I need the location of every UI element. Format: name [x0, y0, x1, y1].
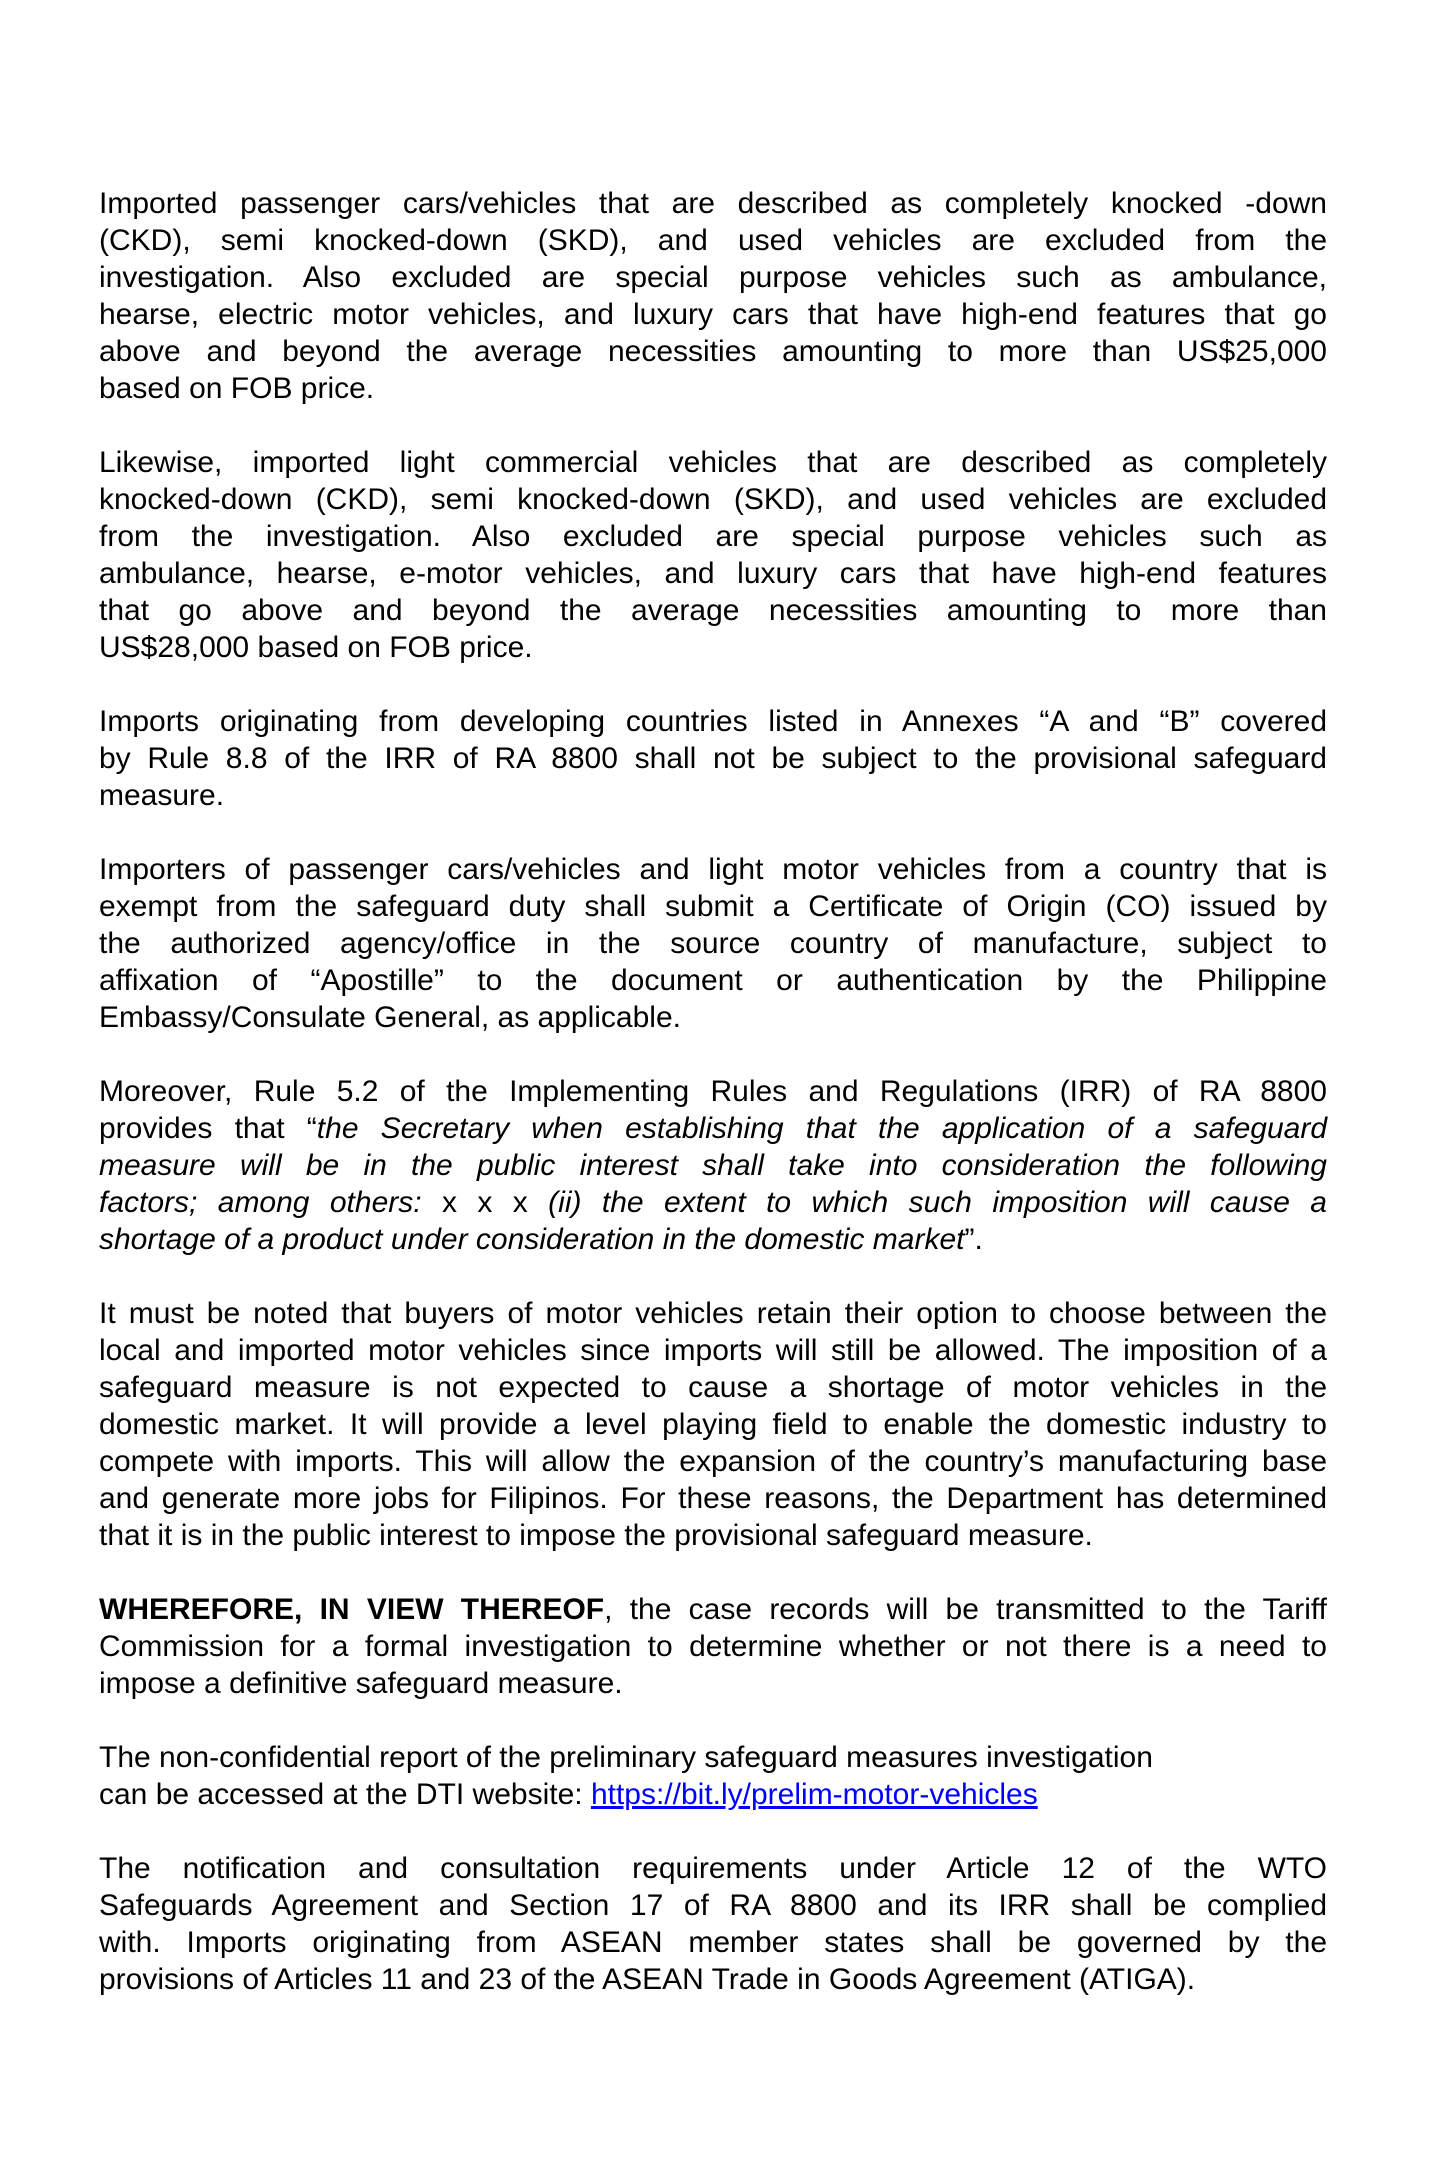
text-line: safeguard measure is not expected to cause a shortage of motor vehicles in the — [99, 1371, 1327, 1404]
text-line: Embassy/Consulate General, as applicable. — [99, 1001, 681, 1034]
text-line: provisions of Articles 11 and 23 of the ASEAN Trade in Goods Agreement (ATIGA). — [99, 1963, 1196, 1996]
text-line: from the investigation. Also excluded are special purpose vehicles such as — [99, 520, 1327, 553]
text-run: provides that “ — [99, 1112, 317, 1145]
text-line: ambulance, hearse, e-motor vehicles, and luxury cars that have high-end features — [99, 557, 1327, 590]
text-line — [99, 1147, 1327, 1184]
text-line: The non-confidential report of the preliminary safeguard measures investigation — [99, 1741, 1153, 1774]
text-line: impose a definitive safeguard measure. — [99, 1667, 623, 1700]
text-line: affixation of “Apostille” to the document or authentication by the Philippine — [99, 964, 1327, 997]
dti-report-link[interactable]: https://bit.ly/prelim-motor-vehicles — [590, 1778, 1038, 1811]
text-line: that it is in the public interest to impose the provisional safeguard measure. — [99, 1519, 1093, 1552]
text-line: Imports originating from developing countries listed in Annexes “A and “B” covered — [99, 705, 1327, 738]
text-line: Safeguards Agreement and Section 17 of RA 8800 and its IRR shall be complied — [99, 1889, 1327, 1922]
paragraph-public-interest — [99, 1295, 1327, 1554]
document-body — [99, 185, 1327, 2035]
text-line: and generate more jobs for Filipinos. For these reasons, the Department has determined — [99, 1482, 1327, 1515]
paragraph-certificate-of-origin — [99, 851, 1327, 1036]
ellipsis-text: x x x — [421, 1186, 549, 1219]
text-line: above and beyond the average necessities amounting to more than US$25,000 — [99, 335, 1327, 368]
text-line: by Rule 8.8 of the IRR of RA 8800 shall not be subject to the provisional safeguard — [99, 742, 1327, 775]
quoted-text-italic: measure will be in the public interest shall take into consideration the following — [99, 1149, 1327, 1182]
paragraph-passenger-cars-exclusions — [99, 185, 1327, 407]
paragraph-wherefore — [99, 1591, 1327, 1702]
text-line: Likewise, imported light commercial vehicles that are described as completely — [99, 446, 1327, 479]
paragraph-rule-5-2 — [99, 1073, 1327, 1258]
text-run: can be accessed at the DTI website: — [99, 1778, 591, 1811]
paragraph-report-link — [99, 1739, 1327, 1813]
text-line: Commission for a formal investigation to determine whether or not there is a need to — [99, 1630, 1327, 1663]
text-line — [99, 1776, 1327, 1813]
quoted-text-italic: (ii) the extent to which such imposition will cause a — [548, 1186, 1327, 1219]
text-line: Importers of passenger cars/vehicles and light motor vehicles from a country that is — [99, 853, 1327, 886]
text-run: ”. — [964, 1223, 983, 1256]
text-line: the authorized agency/office in the source country of manufacture, subject to — [99, 927, 1327, 960]
quoted-text-italic: the Secretary when establishing that the application of a safeguard — [316, 1112, 1328, 1145]
text-line: with. Imports originating from ASEAN member states shall be governed by the — [99, 1926, 1327, 1959]
text-line: exempt from the safeguard duty shall submit a Certificate of Origin (CO) issued by — [99, 890, 1327, 923]
text-line: It must be noted that buyers of motor vehicles retain their option to choose between the — [99, 1297, 1327, 1330]
text-line — [99, 1591, 1327, 1628]
paragraph-wto-notification — [99, 1850, 1327, 1998]
paragraph-developing-countries — [99, 703, 1327, 814]
text-line — [99, 1110, 1327, 1147]
text-run: , the case records will be transmitted to the Tariff — [604, 1593, 1327, 1626]
text-line: investigation. Also excluded are special purpose vehicles such as ambulance, — [99, 261, 1327, 294]
wherefore-bold-lead: WHEREFORE, IN VIEW THEREOF — [99, 1593, 605, 1626]
text-line: based on FOB price. — [99, 372, 375, 405]
text-line: US$28,000 based on FOB price. — [99, 631, 533, 664]
text-line — [99, 1073, 1327, 1110]
text-line: (CKD), semi knocked-down (SKD), and used vehicles are excluded from the — [99, 224, 1327, 257]
text-line: knocked-down (CKD), semi knocked-down (SKD), and used vehicles are excluded — [99, 483, 1327, 516]
text-line: measure. — [99, 779, 225, 812]
quoted-text-italic: shortage of a product under consideration in the domestic market — [99, 1223, 965, 1256]
text-run: Moreover, Rule 5.2 of the Implementing Rules and Regulations (IRR) of RA 8800 — [99, 1075, 1327, 1108]
text-line: compete with imports. This will allow the expansion of the country’s manufacturing base — [99, 1445, 1327, 1478]
text-line — [99, 1184, 1327, 1221]
text-line: Imported passenger cars/vehicles that are described as completely knocked -down — [99, 187, 1327, 220]
quoted-text-italic: factors; among others: — [99, 1186, 422, 1219]
text-line: domestic market. It will provide a level playing field to enable the domestic industry to — [99, 1408, 1327, 1441]
text-line: local and imported motor vehicles since imports will still be allowed. The imposition of a — [99, 1334, 1327, 1367]
text-line: hearse, electric motor vehicles, and luxury cars that have high-end features that go — [99, 298, 1327, 331]
paragraph-light-commercial-exclusions — [99, 444, 1327, 666]
text-line — [99, 1221, 1327, 1258]
text-line: that go above and beyond the average necessities amounting to more than — [99, 594, 1327, 627]
text-line: The notification and consultation requirements under Article 12 of the WTO — [99, 1852, 1327, 1885]
